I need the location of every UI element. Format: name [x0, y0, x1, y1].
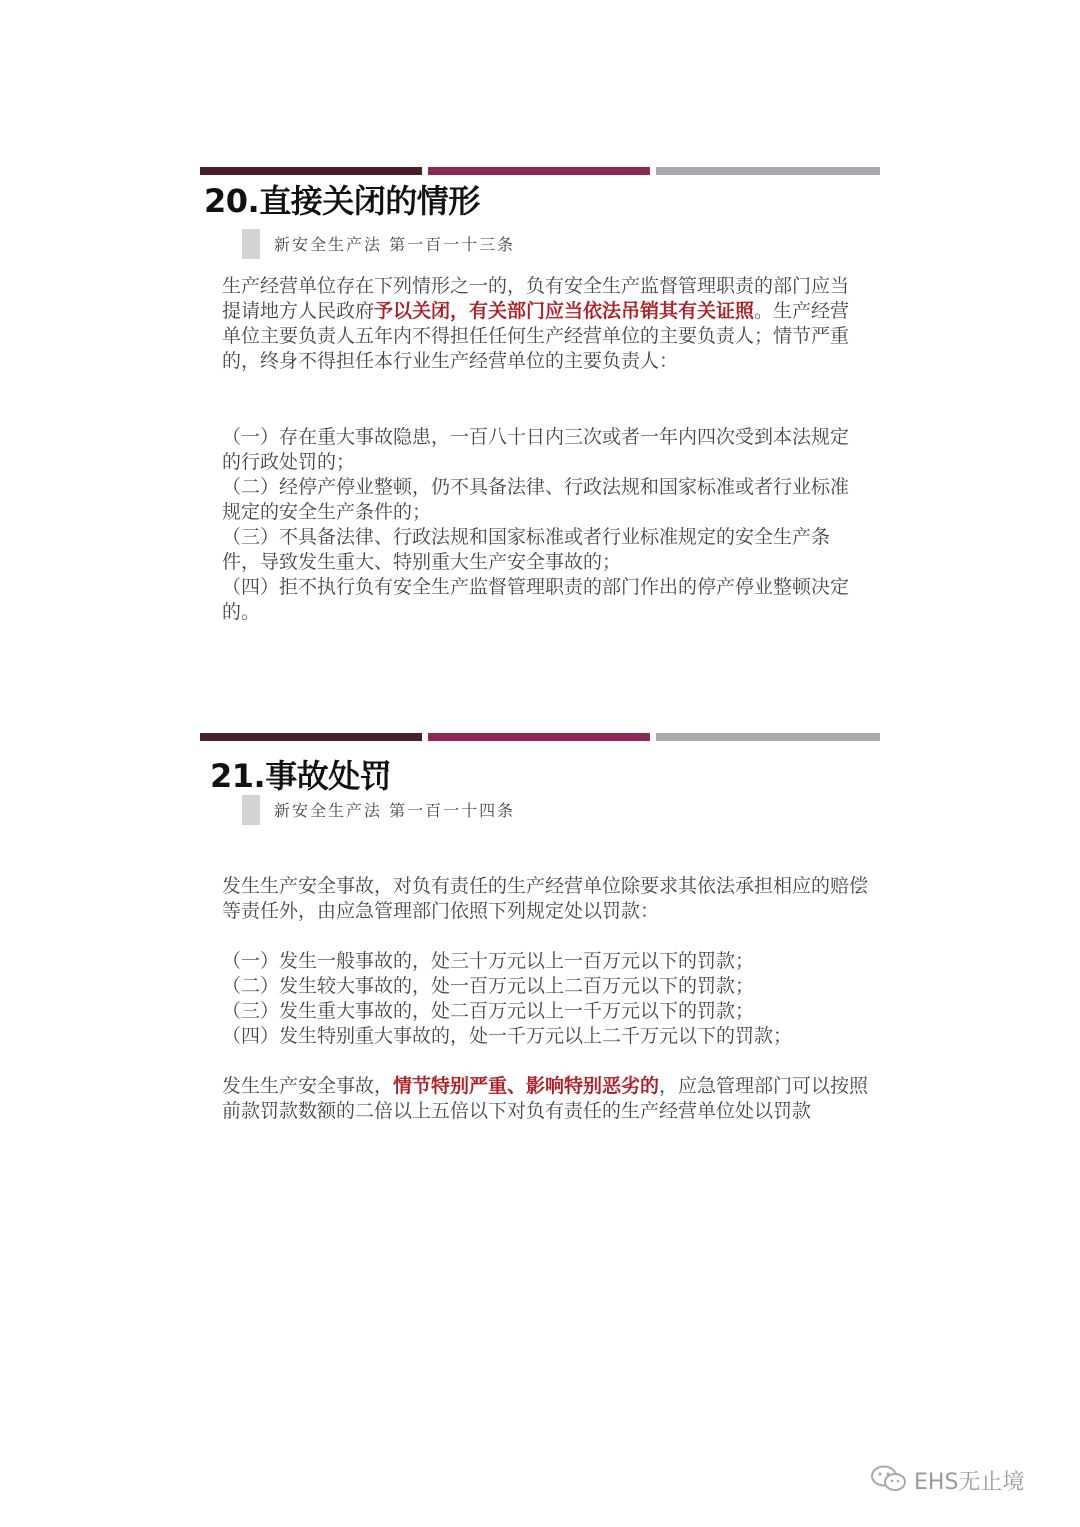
intro-highlight: 予以关闭，有关部门应当依法吊销其有关证照	[374, 300, 755, 322]
list-item: （四）拒不执行负有安全生产监督管理职责的部门作出的停产停业整顿决定的。	[222, 576, 850, 623]
divider-bar-dark	[200, 733, 422, 741]
section-20-title: 20.直接关闭的情形	[204, 182, 480, 220]
watermark-text: EHS无止境	[914, 1470, 1025, 1495]
intro-text-part: 。生产经营单位主要负责人五年内不得担任任何生产经营单位的主要负责人；情节严重的，终身不得担任本行业生产经营单位的主要负责人：	[222, 300, 850, 372]
list-item: （二）经停产停业整顿，仍不具备法律、行政法规和国家标准或者行业标准规定的安全生产条件的；	[222, 476, 850, 523]
divider-bar-gray	[656, 167, 880, 175]
divider-bar-purple	[428, 733, 650, 741]
law-reference-text: 新安全生产法 第一百一十三条	[274, 235, 516, 254]
section-20-items	[222, 425, 854, 625]
section-21-title: 21.事故处罚	[210, 757, 392, 795]
list-item: （二）发生较大事故的，处一百万元以上二百万元以下的罚款；	[222, 975, 755, 997]
intro-text-part: 生产经营单位存在下列情形之一的，负有安全生产监督管理职责的部门应当提请地方人民政府	[222, 275, 850, 322]
list-item: （三）不具备法律、行政法规和国家标准或者行业标准规定的安全生产条件，导致发生重大、特别重大生产安全事故的；	[222, 526, 831, 573]
divider-bar-dark	[200, 167, 422, 175]
list-item: （四）发生特别重大事故的，处一千万元以上二千万元以下的罚款；	[222, 1025, 793, 1047]
closing-text-part: ，应急管理部门可以按照前款罚款数额的二倍以上五倍以下对负有责任的生产经营单位处以罚款	[222, 1075, 869, 1122]
divider-bar-gray	[656, 733, 880, 741]
divider-bar-purple	[428, 167, 650, 175]
wechat-icon	[870, 1464, 908, 1494]
section-21-intro	[222, 874, 874, 924]
closing-text-part: 发生生产安全事故，	[222, 1075, 394, 1097]
reference-marker	[242, 795, 260, 825]
section-21-divider-bars	[200, 733, 880, 741]
law-reference-text: 新安全生产法 第一百一十四条	[274, 801, 516, 820]
section-21-items	[222, 949, 874, 1049]
closing-highlight: 情节特别严重、影响特别恶劣的	[393, 1075, 660, 1097]
list-item: （三）发生重大事故的，处二百万元以上一千万元以下的罚款；	[222, 1000, 755, 1022]
section-20-intro	[222, 274, 854, 374]
wechat-watermark	[870, 1462, 1050, 1496]
section-21-closing	[222, 1074, 874, 1124]
reference-marker	[242, 229, 260, 259]
list-item: （一）发生一般事故的，处三十万元以上一百万元以下的罚款；	[222, 950, 755, 972]
list-item: （一）存在重大事故隐患，一百八十日内三次或者一年内四次受到本法规定的行政处罚的；	[222, 426, 850, 473]
section-20-divider-bars	[200, 167, 880, 175]
intro-text: 发生生产安全事故，对负有责任的生产经营单位除要求其依法承担相应的赔偿等责任外，由应急管理部门依照下列规定处以罚款：	[222, 875, 869, 922]
